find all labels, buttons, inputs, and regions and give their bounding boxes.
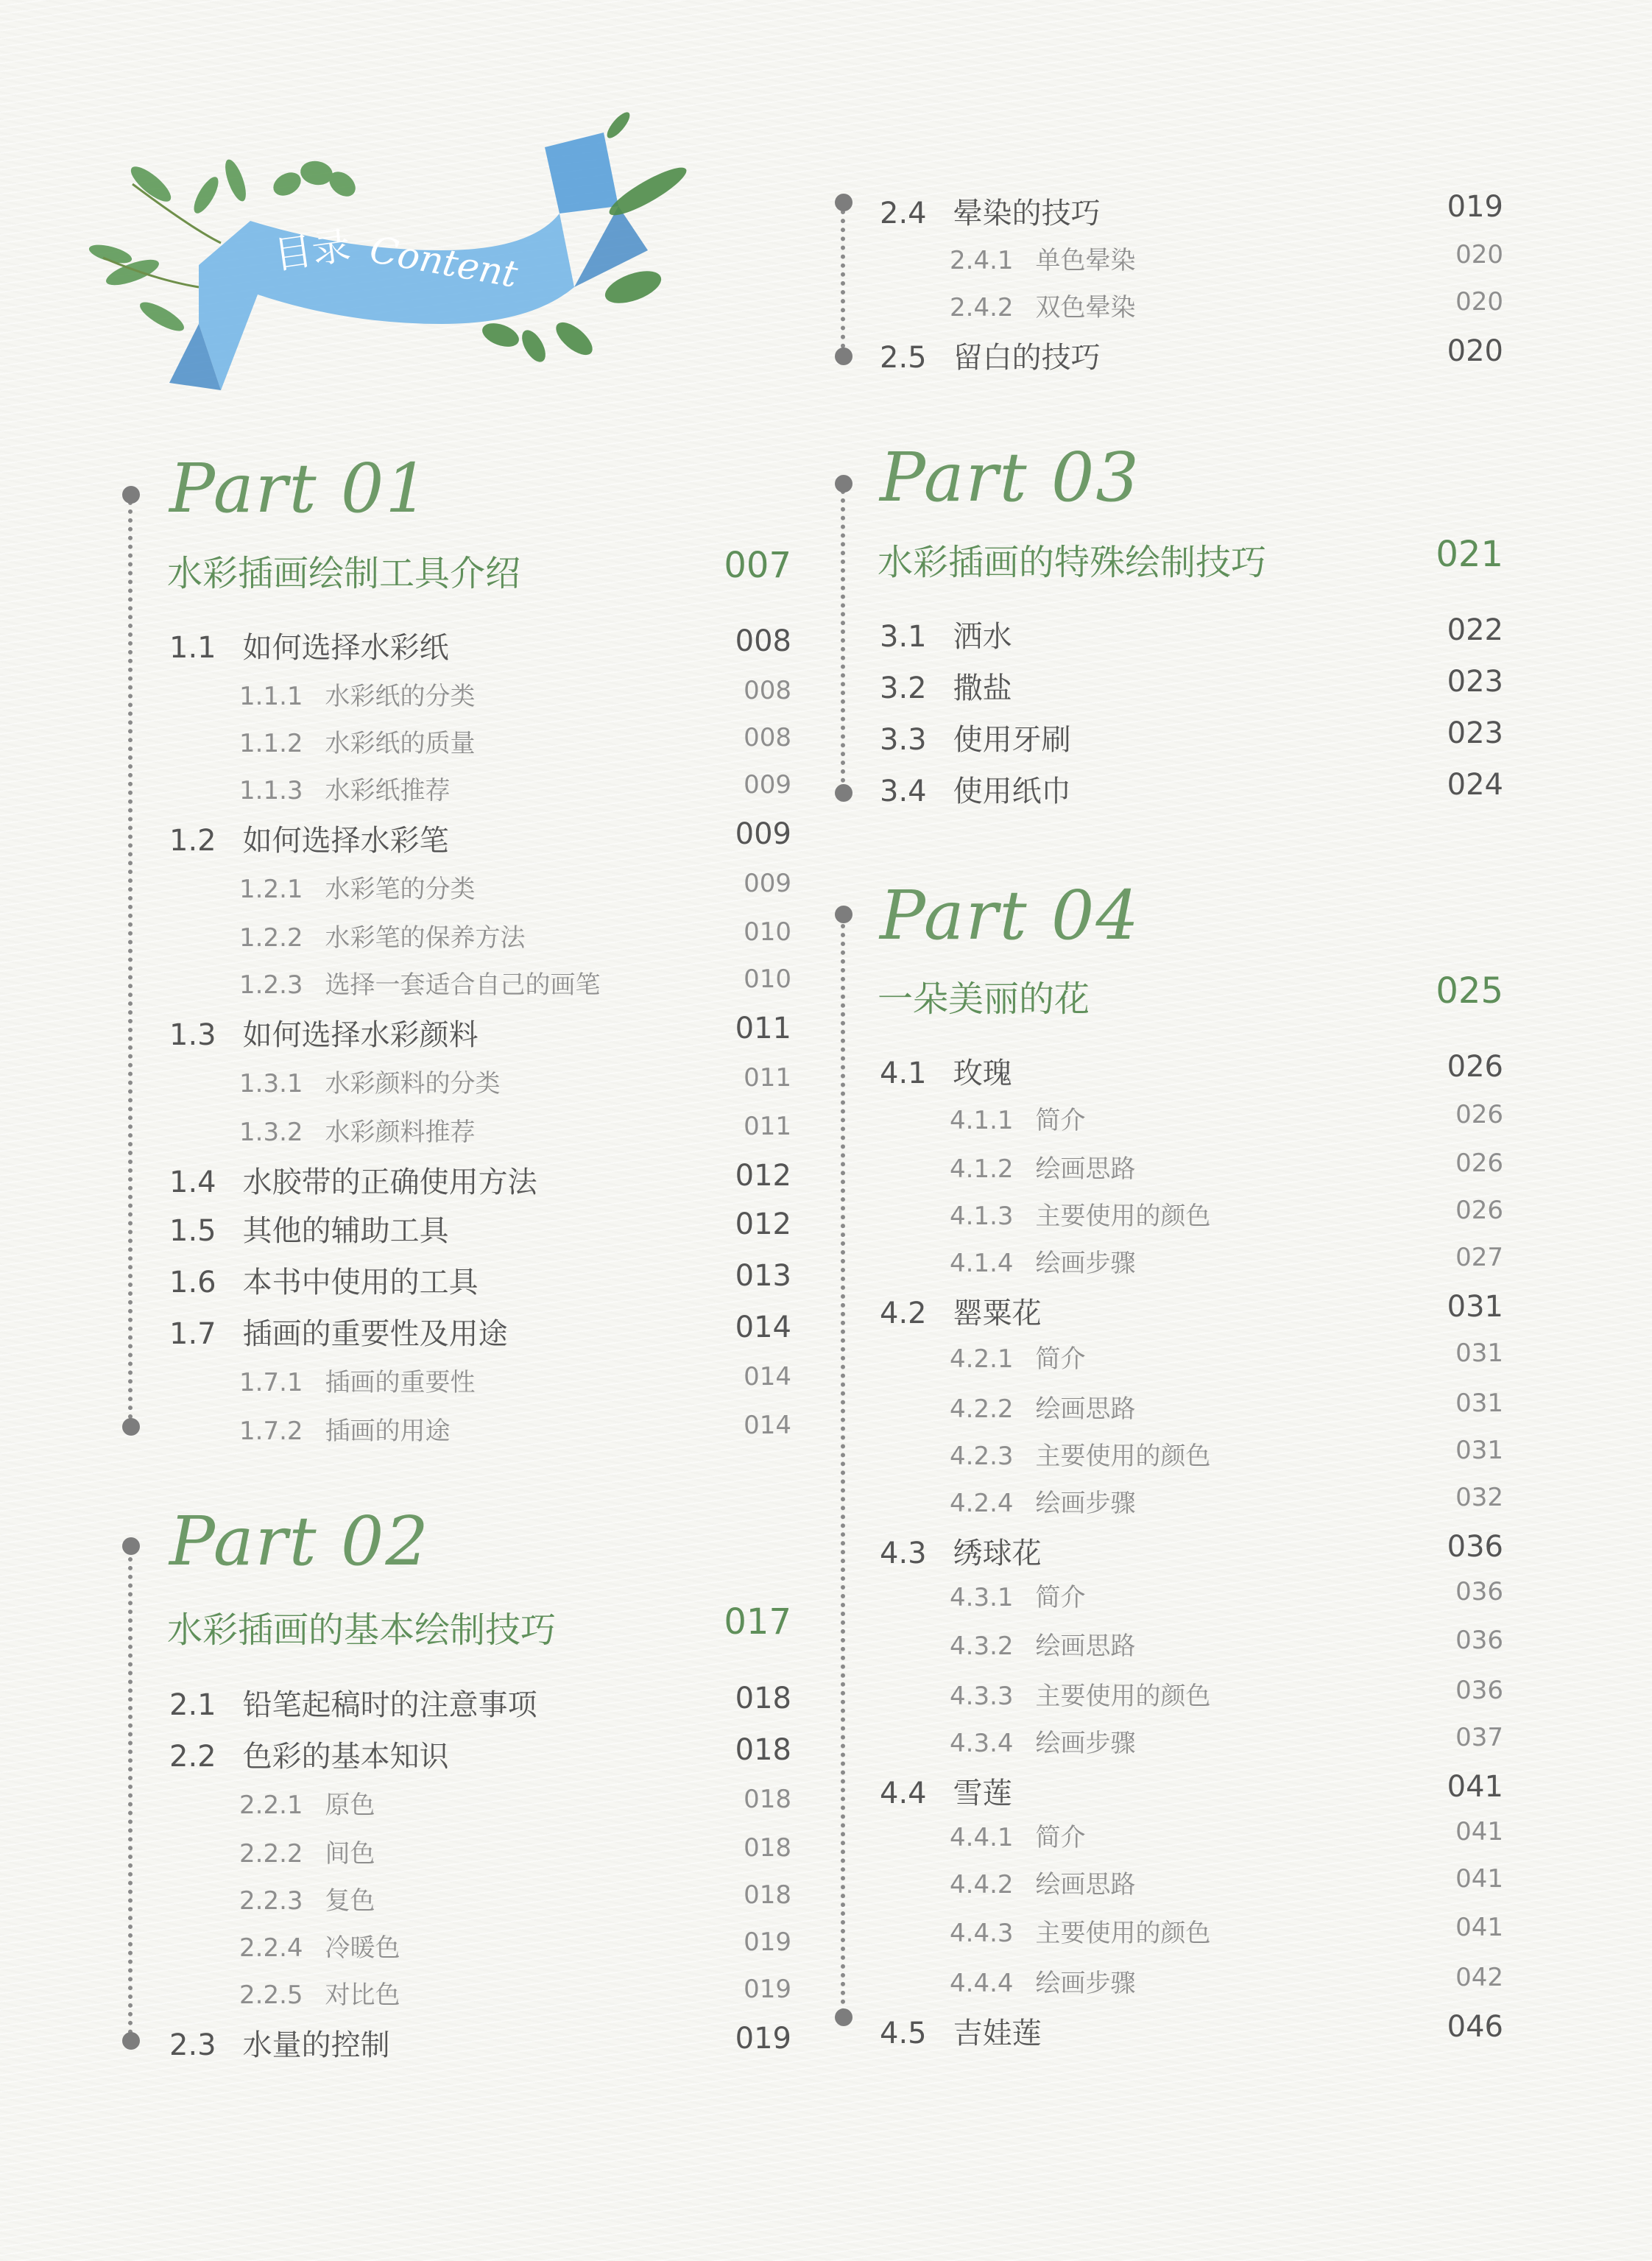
entry-label: 简介 xyxy=(1035,1823,1086,1852)
entry-page-number: 013 xyxy=(735,1259,791,1293)
toc-entry xyxy=(239,869,476,905)
entry-number: 2.1 xyxy=(169,1688,216,1722)
toc-entry xyxy=(239,676,476,712)
entry-page-number: 010 xyxy=(744,964,791,994)
entry-label: 绘画思路 xyxy=(1035,1154,1136,1184)
entry-number: 2.2.2 xyxy=(239,1839,303,1869)
entry-number: 1.2.3 xyxy=(239,970,303,1000)
entry-page-number: 026 xyxy=(1455,1100,1503,1129)
toc-entry xyxy=(239,1063,501,1099)
entry-label: 洒水 xyxy=(953,620,1012,654)
timeline-right-1 xyxy=(841,490,845,791)
toc-entry xyxy=(169,624,449,666)
entry-page-number: 026 xyxy=(1455,1196,1503,1225)
part-1-section-title: 水彩插画绘制工具介绍 xyxy=(167,553,521,594)
entry-number: 1.1.1 xyxy=(239,682,303,711)
toc-entry xyxy=(880,190,1101,232)
entry-page-number: 011 xyxy=(744,1063,791,1093)
timeline-dot xyxy=(835,194,853,211)
entry-number: 2.4.2 xyxy=(950,293,1014,322)
entry-page-number: 018 xyxy=(735,1733,791,1767)
entry-label: 晕染的技巧 xyxy=(953,197,1101,230)
entry-page-number: 042 xyxy=(1455,1963,1503,1992)
entry-number: 4.2.3 xyxy=(950,1442,1014,1471)
entry-label: 水彩纸推荐 xyxy=(325,776,451,805)
timeline-left-1 xyxy=(128,501,133,1428)
entry-page-number: 020 xyxy=(1447,334,1503,368)
toc-entry xyxy=(169,1012,479,1054)
toc-entry xyxy=(239,1411,451,1447)
toc-entry xyxy=(169,1311,508,1352)
entry-label: 插画的重要性及用途 xyxy=(242,1317,508,1351)
entry-number: 1.3 xyxy=(169,1018,216,1052)
entry-number: 4.4.2 xyxy=(950,1870,1014,1900)
entry-page-number: 008 xyxy=(735,624,791,658)
toc-entry xyxy=(169,1259,479,1301)
entry-page-number: 023 xyxy=(1447,716,1503,750)
entry-label: 如何选择水彩笔 xyxy=(242,824,449,858)
entry-label: 简介 xyxy=(1035,1583,1086,1612)
entry-label: 插画的用途 xyxy=(325,1417,451,1446)
entry-label: 主要使用的颜色 xyxy=(1035,1442,1211,1471)
entry-label: 使用牙刷 xyxy=(953,723,1071,757)
entry-label: 简介 xyxy=(1035,1106,1086,1135)
entry-page-number: 014 xyxy=(744,1362,791,1391)
entry-label: 冷暖色 xyxy=(325,1933,400,1963)
entry-number: 2.5 xyxy=(880,341,927,375)
entry-page-number: 024 xyxy=(1447,768,1503,802)
entry-label: 复色 xyxy=(325,1886,375,1916)
part-4-section-page: 025 xyxy=(1436,970,1503,1012)
entry-number: 4.1.4 xyxy=(950,1249,1014,1278)
entry-number: 4.1 xyxy=(880,1057,927,1090)
timeline-dot xyxy=(835,784,853,802)
entry-label: 如何选择水彩纸 xyxy=(242,631,449,665)
entry-number: 1.3.2 xyxy=(239,1118,303,1147)
entry-label: 绘画步骤 xyxy=(1035,1969,1136,1998)
entry-number: 1.2.1 xyxy=(239,875,303,904)
entry-label: 简介 xyxy=(1035,1344,1086,1374)
entry-page-number: 018 xyxy=(744,1833,791,1863)
toc-entry xyxy=(950,1149,1136,1185)
entry-label: 间色 xyxy=(325,1839,375,1869)
toc-entry xyxy=(950,1723,1136,1759)
entry-label: 主要使用的颜色 xyxy=(1035,1202,1211,1231)
entry-number: 4.3.1 xyxy=(950,1583,1014,1612)
entry-number: 1.7 xyxy=(169,1317,216,1351)
entry-number: 4.3.4 xyxy=(950,1729,1014,1758)
entry-label: 水彩纸的分类 xyxy=(325,682,476,711)
entry-number: 3.1 xyxy=(880,620,927,654)
entry-label: 选择一套适合自己的画笔 xyxy=(325,970,601,1000)
toc-entry xyxy=(880,716,1071,758)
entry-number: 2.2 xyxy=(169,1740,216,1774)
entry-page-number: 036 xyxy=(1455,1626,1503,1655)
entry-page-number: 009 xyxy=(744,770,791,800)
entry-page-number: 037 xyxy=(1455,1723,1503,1752)
entry-label: 绘画思路 xyxy=(1035,1870,1136,1900)
entry-number: 1.7.2 xyxy=(239,1417,303,1446)
entry-page-number: 041 xyxy=(1455,1913,1503,1942)
toc-entry xyxy=(239,917,526,953)
entry-label: 吉娃莲 xyxy=(953,2017,1042,2050)
entry-page-number: 027 xyxy=(1455,1243,1503,1272)
entry-page-number: 018 xyxy=(744,1880,791,1910)
entry-number: 4.3.3 xyxy=(950,1682,1014,1711)
entry-label: 水彩纸的质量 xyxy=(325,729,476,758)
entry-number: 4.2.2 xyxy=(950,1394,1014,1424)
timeline-right-0 xyxy=(841,210,845,357)
entry-page-number: 041 xyxy=(1455,1864,1503,1894)
toc-entry xyxy=(950,1676,1211,1712)
toc-entry xyxy=(880,1290,1042,1332)
toc-entry xyxy=(169,1682,537,1724)
entry-page-number: 018 xyxy=(735,1682,791,1715)
toc-entry xyxy=(950,287,1136,323)
entry-label: 罂粟花 xyxy=(953,1297,1042,1330)
timeline-dot xyxy=(122,1537,140,1555)
entry-label: 绘画步骤 xyxy=(1035,1249,1136,1278)
timeline-dot xyxy=(835,906,853,923)
entry-label: 撒盐 xyxy=(953,671,1012,705)
entry-number: 3.4 xyxy=(880,775,927,808)
entry-number: 2.2.5 xyxy=(239,1980,303,2010)
entry-page-number: 008 xyxy=(744,676,791,705)
entry-label: 其他的辅助工具 xyxy=(242,1214,449,1248)
entry-label: 留白的技巧 xyxy=(953,341,1101,375)
toc-entry xyxy=(169,1159,537,1201)
toc-entry xyxy=(880,768,1071,810)
timeline-dot xyxy=(122,1418,140,1436)
toc-entry xyxy=(169,817,449,859)
toc-entry xyxy=(950,1626,1136,1662)
entry-page-number: 026 xyxy=(1447,1050,1503,1084)
toc-entry xyxy=(880,1050,1012,1092)
toc-entry xyxy=(950,1338,1086,1375)
timeline-right-2 xyxy=(841,924,845,2014)
entry-page-number: 036 xyxy=(1455,1577,1503,1606)
toc-entry xyxy=(239,1362,476,1398)
toc-entry xyxy=(239,770,451,806)
timeline-dot xyxy=(122,2032,140,2050)
entry-number: 1.2 xyxy=(169,824,216,858)
part-1-section-page: 007 xyxy=(724,545,791,586)
entry-label: 使用纸巾 xyxy=(953,775,1071,808)
toc-entry xyxy=(950,1913,1211,1949)
entry-page-number: 036 xyxy=(1455,1676,1503,1705)
entry-number: 1.5 xyxy=(169,1214,216,1248)
entry-page-number: 019 xyxy=(744,1927,791,1957)
toc-entry xyxy=(950,1817,1086,1853)
part-4-section-title: 一朵美丽的花 xyxy=(878,978,1090,1020)
entry-page-number: 014 xyxy=(744,1411,791,1440)
entry-label: 雪莲 xyxy=(953,1777,1012,1810)
entry-label: 插画的重要性 xyxy=(325,1368,476,1397)
entry-label: 原色 xyxy=(325,1791,375,1820)
toc-entry xyxy=(169,1733,449,1775)
toc-entry xyxy=(239,1927,400,1964)
toc-entry xyxy=(950,240,1136,276)
entry-page-number: 011 xyxy=(735,1012,791,1045)
toc-entry xyxy=(880,2010,1042,2052)
entry-number: 4.4.3 xyxy=(950,1919,1014,1948)
part-2-title: Part 02 xyxy=(169,1502,430,1581)
timeline-dot xyxy=(835,348,853,365)
toc-entry xyxy=(950,1100,1086,1136)
banner-title-en: Content xyxy=(366,227,521,296)
toc-entry xyxy=(880,1530,1042,1572)
entry-page-number: 020 xyxy=(1455,287,1503,317)
entry-number: 1.4 xyxy=(169,1165,216,1199)
entry-label: 绘画思路 xyxy=(1035,1394,1136,1424)
entry-page-number: 031 xyxy=(1455,1389,1503,1418)
entry-label: 水彩颜料的分类 xyxy=(325,1069,501,1098)
toc-entry xyxy=(950,1436,1211,1472)
entry-page-number: 022 xyxy=(1447,613,1503,647)
part-3-section-title: 水彩插画的特殊绘制技巧 xyxy=(878,542,1267,583)
entry-page-number: 041 xyxy=(1447,1770,1503,1804)
toc-entry xyxy=(950,1963,1136,1999)
entry-label: 水量的控制 xyxy=(242,2028,390,2062)
entry-page-number: 031 xyxy=(1455,1436,1503,1465)
timeline-left-2 xyxy=(128,1557,133,2043)
entry-page-number: 019 xyxy=(735,2022,791,2056)
toc-entry xyxy=(880,613,1012,655)
entry-number: 3.3 xyxy=(880,723,927,757)
toc-banner xyxy=(88,103,707,412)
entry-page-number: 020 xyxy=(1455,240,1503,269)
entry-page-number: 023 xyxy=(1447,665,1503,699)
entry-label: 水彩笔的保养方法 xyxy=(325,923,526,953)
entry-number: 4.2.4 xyxy=(950,1489,1014,1518)
entry-page-number: 019 xyxy=(744,1975,791,2004)
entry-number: 4.4.1 xyxy=(950,1823,1014,1852)
entry-page-number: 036 xyxy=(1447,1530,1503,1564)
toc-entry xyxy=(239,964,601,1001)
entry-number: 1.6 xyxy=(169,1266,216,1299)
entry-page-number: 012 xyxy=(735,1207,791,1241)
toc-entry xyxy=(950,1577,1086,1613)
entry-number: 4.3.2 xyxy=(950,1632,1014,1661)
toc-entry xyxy=(239,1975,400,2011)
entry-page-number: 031 xyxy=(1455,1338,1503,1368)
toc-entry xyxy=(950,1243,1136,1279)
entry-page-number: 019 xyxy=(1447,190,1503,224)
timeline-dot xyxy=(835,475,853,493)
timeline-dot xyxy=(122,486,140,504)
entry-page-number: 031 xyxy=(1447,1290,1503,1324)
entry-number: 4.2 xyxy=(880,1297,927,1330)
part-2-section-title: 水彩插画的基本绘制技巧 xyxy=(167,1609,557,1651)
entry-number: 1.1 xyxy=(169,631,216,665)
toc-entry xyxy=(880,334,1101,376)
toc-entry xyxy=(239,723,476,759)
ribbon-leaves-illustration xyxy=(88,103,707,412)
entry-label: 色彩的基本知识 xyxy=(242,1740,449,1774)
entry-label: 本书中使用的工具 xyxy=(242,1266,479,1299)
banner-title-cn: 目录 xyxy=(271,223,353,278)
entry-label: 主要使用的颜色 xyxy=(1035,1919,1211,1948)
toc-entry xyxy=(239,1880,375,1916)
entry-label: 水胶带的正确使用方法 xyxy=(242,1165,537,1199)
entry-number: 1.2.2 xyxy=(239,923,303,953)
entry-label: 玫瑰 xyxy=(953,1057,1012,1090)
toc-entry xyxy=(950,1864,1136,1900)
entry-label: 绘画步骤 xyxy=(1035,1729,1136,1758)
toc-entry xyxy=(880,665,1012,707)
toc-entry xyxy=(239,1112,476,1148)
part-1-title: Part 01 xyxy=(169,449,430,528)
entry-number: 1.1.2 xyxy=(239,729,303,758)
entry-page-number: 009 xyxy=(735,817,791,851)
part-3-title: Part 03 xyxy=(880,438,1140,517)
entry-page-number: 008 xyxy=(744,723,791,752)
entry-label: 单色晕染 xyxy=(1035,246,1136,275)
entry-number: 4.1.1 xyxy=(950,1106,1014,1135)
part-4-title: Part 04 xyxy=(880,876,1140,955)
entry-number: 2.2.4 xyxy=(239,1933,303,1963)
entry-number: 2.2.1 xyxy=(239,1791,303,1820)
entry-number: 1.7.1 xyxy=(239,1368,303,1397)
entry-label: 对比色 xyxy=(325,1980,400,2010)
toc-entry xyxy=(950,1483,1136,1519)
entry-page-number: 010 xyxy=(744,917,791,947)
entry-number: 2.3 xyxy=(169,2028,216,2062)
entry-number: 1.1.3 xyxy=(239,776,303,805)
entry-page-number: 018 xyxy=(744,1785,791,1814)
toc-entry xyxy=(239,1785,375,1821)
entry-number: 4.1.3 xyxy=(950,1202,1014,1231)
toc-entry xyxy=(950,1389,1136,1425)
entry-number: 1.3.1 xyxy=(239,1069,303,1098)
entry-label: 绘画步骤 xyxy=(1035,1489,1136,1518)
entry-number: 2.2.3 xyxy=(239,1886,303,1916)
entry-label: 如何选择水彩颜料 xyxy=(242,1018,479,1052)
toc-entry xyxy=(880,1770,1012,1812)
entry-label: 铅笔起稿时的注意事项 xyxy=(242,1688,537,1722)
part-3-section-page: 021 xyxy=(1436,534,1503,575)
entry-label: 主要使用的颜色 xyxy=(1035,1682,1211,1711)
entry-number: 4.4.4 xyxy=(950,1969,1014,1998)
entry-number: 4.5 xyxy=(880,2017,927,2050)
entry-number: 4.3 xyxy=(880,1537,927,1570)
entry-label: 水彩颜料推荐 xyxy=(325,1118,476,1147)
timeline-dot xyxy=(835,2008,853,2026)
entry-label: 绘画思路 xyxy=(1035,1632,1136,1661)
entry-page-number: 046 xyxy=(1447,2010,1503,2044)
entry-page-number: 032 xyxy=(1455,1483,1503,1512)
toc-entry xyxy=(169,2022,390,2064)
entry-page-number: 014 xyxy=(735,1311,791,1344)
entry-page-number: 012 xyxy=(735,1159,791,1193)
entry-page-number: 009 xyxy=(744,869,791,898)
entry-label: 水彩笔的分类 xyxy=(325,875,476,904)
entry-page-number: 026 xyxy=(1455,1149,1503,1178)
entry-label: 双色晕染 xyxy=(1035,293,1136,322)
part-2-section-page: 017 xyxy=(724,1601,791,1643)
entry-number: 4.1.2 xyxy=(950,1154,1014,1184)
entry-number: 4.4 xyxy=(880,1777,927,1810)
toc-entry xyxy=(950,1196,1211,1232)
entry-page-number: 011 xyxy=(744,1112,791,1141)
entry-number: 2.4.1 xyxy=(950,246,1014,275)
entry-number: 2.4 xyxy=(880,197,927,230)
entry-number: 4.2.1 xyxy=(950,1344,1014,1374)
toc-entry xyxy=(169,1207,449,1249)
toc-entry xyxy=(239,1833,375,1869)
entry-label: 绣球花 xyxy=(953,1537,1042,1570)
entry-page-number: 041 xyxy=(1455,1817,1503,1846)
entry-number: 3.2 xyxy=(880,671,927,705)
